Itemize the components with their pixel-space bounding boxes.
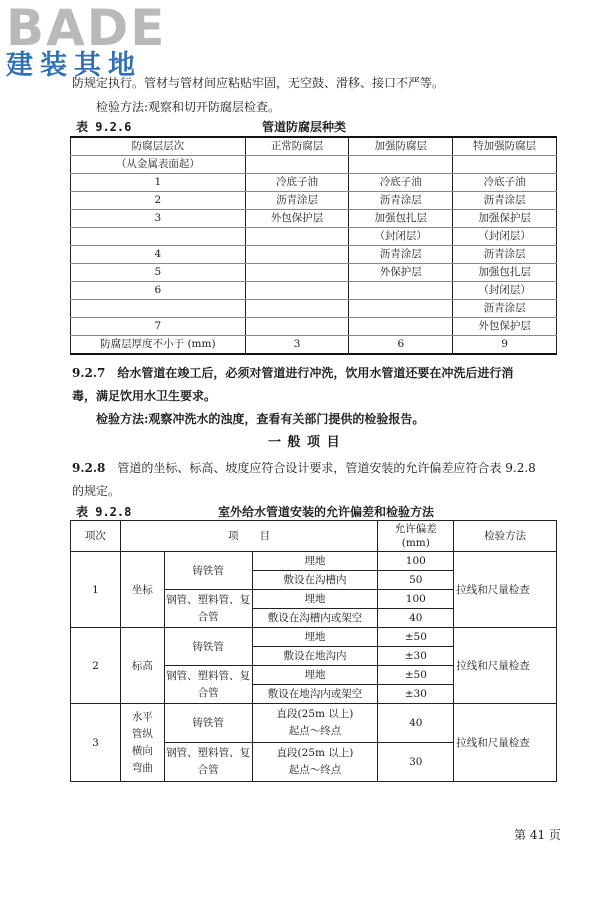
logo-subtitle: 建装其地 xyxy=(6,50,142,81)
condition: 埋地 xyxy=(252,552,378,571)
pipe-tolerance-table xyxy=(70,520,557,782)
table-cell: 沥青涂层 xyxy=(453,192,557,210)
condition: 敷设在沟槽内 xyxy=(252,571,378,590)
tolerance: 100 xyxy=(378,590,454,609)
clause-9-2-7-line-2: 毒，满足饮用水卫生要求。 xyxy=(72,389,217,403)
table-cell xyxy=(453,156,557,174)
tolerance: 100 xyxy=(378,552,454,571)
table-cell: 正常防腐层 xyxy=(245,137,349,156)
check-method: 拉线和尺量检查 xyxy=(454,704,557,782)
bade-logo xyxy=(6,2,186,80)
clause-9-2-8-line-2: 的规定。 xyxy=(72,484,121,498)
condition: 埋地 xyxy=(252,590,378,609)
item-name: 水平管纵横向弯曲 xyxy=(120,704,164,782)
table-cell: 加强包扎层 xyxy=(453,264,557,282)
condition: 埋地 xyxy=(252,666,378,685)
table2-number: 表 9.2.8 xyxy=(76,505,132,519)
table-cell: 冷底子油 xyxy=(245,174,349,192)
item-no: 2 xyxy=(71,628,121,704)
clause-9-2-7-check: 检验方法:观察冲洗水的浊度，查看有关部门提供的检验报告。 xyxy=(96,412,425,426)
table-cell: 特加强防腐层 xyxy=(453,137,557,156)
table-cell xyxy=(349,300,453,318)
check-method: 拉线和尺量检查 xyxy=(454,628,557,704)
table-cell: 9 xyxy=(453,336,557,355)
tolerance: 30 xyxy=(378,743,454,782)
table1-title: 管道防腐层种类 xyxy=(262,120,347,134)
pipe-type: 钢管、塑料管、复合管 xyxy=(164,666,252,704)
table-row xyxy=(71,264,557,282)
item-no: 1 xyxy=(71,552,121,628)
condition: 敷设在地沟内 xyxy=(252,647,378,666)
table-cell: （封闭层） xyxy=(453,228,557,246)
check-method: 拉线和尺量检查 xyxy=(454,552,557,628)
table-row xyxy=(71,210,557,228)
table-cell: 加强保护层 xyxy=(453,210,557,228)
condition: 敷设在地沟内或架空 xyxy=(252,685,378,704)
table-cell: 4 xyxy=(71,246,246,264)
header-method: 检验方法 xyxy=(454,521,557,552)
table-row xyxy=(71,156,557,174)
table-cell: 3 xyxy=(71,210,246,228)
table-cell: 外包保护层 xyxy=(453,318,557,336)
table-cell xyxy=(349,282,453,300)
condition: 埋地 xyxy=(252,628,378,647)
tolerance: ±30 xyxy=(378,647,454,666)
table-row xyxy=(71,318,557,336)
table-row xyxy=(71,628,557,647)
table-cell xyxy=(349,156,453,174)
condition: 直段(25m 以上) 起点～终点 xyxy=(252,704,378,743)
section-title-general: 一 般 项 目 xyxy=(268,435,341,450)
table-cell xyxy=(245,156,349,174)
table-cell: （封闭层） xyxy=(349,228,453,246)
table-cell xyxy=(71,300,246,318)
table-cell: 5 xyxy=(71,264,246,282)
table-cell: 加强防腐层 xyxy=(349,137,453,156)
table-cell: 沥青涂层 xyxy=(245,192,349,210)
tolerance: ±30 xyxy=(378,685,454,704)
clause-9-2-7-line-1: 9.2.7 给水管道在竣工后，必须对管道进行冲洗，饮用水管道还要在冲洗后进行消 xyxy=(72,366,514,380)
tolerance: 40 xyxy=(378,704,454,743)
table-cell xyxy=(71,228,246,246)
table-header-row xyxy=(71,521,557,552)
table-cell: 1 xyxy=(71,174,246,192)
table2-title: 室外给水管道安装的允许偏差和检验方法 xyxy=(218,505,435,519)
table-cell: 6 xyxy=(71,282,246,300)
table-cell: 沥青涂层 xyxy=(453,246,557,264)
table-cell: （从金属表面起） xyxy=(71,156,246,174)
condition: 直段(25m 以上) 起点～终点 xyxy=(252,743,378,782)
table-cell: 外保护层 xyxy=(349,264,453,282)
pipe-type: 铸铁管 xyxy=(164,552,252,590)
table-row xyxy=(71,228,557,246)
condition: 敷设在沟槽内或架空 xyxy=(252,609,378,628)
table-cell: 防腐层层次 xyxy=(71,137,246,156)
anticorrosion-layer-table xyxy=(70,136,557,355)
tolerance: ±50 xyxy=(378,628,454,647)
table-row xyxy=(71,192,557,210)
table-row xyxy=(71,300,557,318)
item-name: 坐标 xyxy=(120,552,164,628)
table-cell: 加强包扎层 xyxy=(349,210,453,228)
pipe-type: 钢管、塑料管、复合管 xyxy=(164,743,252,782)
pipe-type: 铸铁管 xyxy=(164,628,252,666)
intro-line-2: 检验方法:观察和切开防腐层检查。 xyxy=(96,100,281,114)
table-cell: 沥青涂层 xyxy=(349,192,453,210)
table-cell: 外包保护层 xyxy=(245,210,349,228)
table-cell: 6 xyxy=(349,336,453,355)
logo-brand: BADE xyxy=(6,0,167,57)
tolerance: ±50 xyxy=(378,666,454,685)
header-tolerance: 允许偏差 (mm) xyxy=(378,521,454,552)
table-row xyxy=(71,336,557,355)
table-cell: 7 xyxy=(71,318,246,336)
table-cell: 防腐层厚度不小于 (mm) xyxy=(71,336,246,355)
item-name: 标高 xyxy=(120,628,164,704)
intro-line-1: 防规定执行。管材与管材间应粘贴牢固，无空鼓、滑移、接口不严等。 xyxy=(72,76,445,90)
table-cell xyxy=(245,300,349,318)
table-cell xyxy=(245,246,349,264)
table1-number: 表 9.2.6 xyxy=(76,120,132,134)
table-cell xyxy=(245,228,349,246)
tolerance: 50 xyxy=(378,571,454,590)
table-row xyxy=(71,552,557,571)
header-item: 项 目 xyxy=(120,521,378,552)
pipe-type: 铸铁管 xyxy=(164,704,252,743)
pipe-type: 钢管、塑料管、复合管 xyxy=(164,590,252,628)
table-cell: 沥青涂层 xyxy=(349,246,453,264)
table-cell xyxy=(349,318,453,336)
table-cell xyxy=(245,282,349,300)
table-cell: （封闭层） xyxy=(453,282,557,300)
clause-9-2-8-line-1: 9.2.8 管道的坐标、标高、坡度应符合设计要求，管道安装的允许偏差应符合表 9.2.8 xyxy=(72,461,536,475)
table-cell xyxy=(245,318,349,336)
tolerance: 40 xyxy=(378,609,454,628)
table-cell: 3 xyxy=(245,336,349,355)
table-cell: 冷底子油 xyxy=(349,174,453,192)
table-cell: 2 xyxy=(71,192,246,210)
header-no: 项次 xyxy=(71,521,121,552)
table-row xyxy=(71,137,557,156)
table-row xyxy=(71,282,557,300)
table-cell: 沥青涂层 xyxy=(453,300,557,318)
table-cell: 冷底子油 xyxy=(453,174,557,192)
item-no: 3 xyxy=(71,704,121,782)
page-number: 第 41 页 xyxy=(514,828,561,842)
table-row xyxy=(71,704,557,743)
table-cell xyxy=(245,264,349,282)
table-row xyxy=(71,246,557,264)
table-row xyxy=(71,174,557,192)
